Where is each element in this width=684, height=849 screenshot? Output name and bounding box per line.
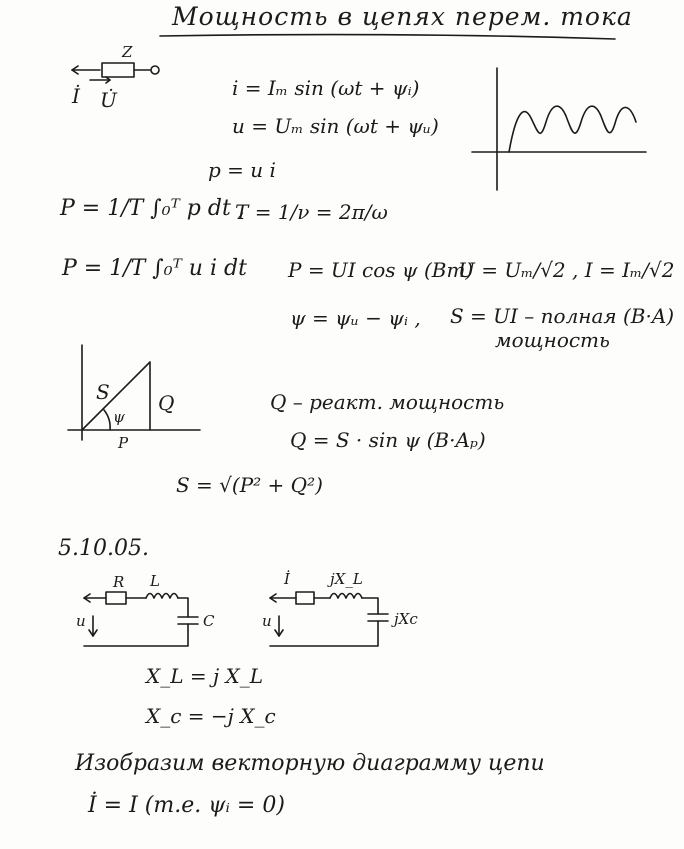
- z-label: Z: [122, 43, 133, 61]
- resistor-label: R: [113, 573, 125, 591]
- reactive-power-equation: Q = S · sin ψ (B·Aₚ): [290, 428, 486, 452]
- period-equation: T = 1/ν = 2π/ω: [235, 200, 388, 224]
- current-phasor-label: İ: [72, 84, 80, 108]
- page-title: Мощность в цепях перем. тока: [172, 2, 633, 31]
- xc-label: jXc: [394, 610, 418, 628]
- xl-definition: X_L = j X_L: [146, 664, 264, 688]
- triangle-angle-label: ψ: [113, 408, 125, 426]
- right-voltage-label: u: [262, 612, 272, 630]
- active-power-equation: P = UI cos ψ (Вт): [288, 258, 474, 282]
- triangle-hyp-label: S: [96, 380, 110, 404]
- current-definition: İ = I (т.е. ψᵢ = 0): [88, 793, 285, 818]
- capacitor-label: C: [203, 612, 215, 630]
- xc-definition: X_c = −j X_c: [146, 704, 276, 728]
- inst-power-equation: p = u i: [208, 158, 276, 182]
- current-equation: i = Iₘ sin (ωt + ψᵢ): [232, 76, 420, 100]
- voltage-equation: u = Uₘ sin (ωt + ψᵤ): [232, 114, 439, 138]
- task-text: Изобразим векторную диаграмму цепи: [75, 751, 545, 776]
- apparent-magnitude-equation: S = √(P² + Q²): [176, 473, 323, 497]
- apparent-power-word: мощность: [495, 328, 610, 352]
- triangle-vert-label: Q: [158, 391, 175, 415]
- reactive-power-name: Q – реакт. мощность: [270, 390, 505, 414]
- inductor-label: L: [150, 572, 160, 590]
- avg-power-equation: P = 1/T ∫₀ᵀ p dt ,: [60, 196, 245, 221]
- apparent-power-equation: S = UI – полная (B·A): [450, 304, 675, 328]
- triangle-base-label: P: [118, 434, 129, 452]
- left-voltage-label: u: [76, 612, 86, 630]
- date-label: 5.10.05.: [58, 536, 149, 561]
- avg-power-ui-equation: P = 1/T ∫₀ᵀ u i dt: [62, 256, 247, 281]
- right-current-label: İ: [284, 570, 290, 588]
- phase-equation: ψ = ψᵤ − ψᵢ ,: [290, 306, 421, 330]
- voltage-phasor-label: U̇: [100, 88, 117, 112]
- rms-equation: U = Uₘ/√2 , I = Iₘ/√2: [458, 258, 675, 282]
- xl-label: jX_L: [330, 570, 363, 588]
